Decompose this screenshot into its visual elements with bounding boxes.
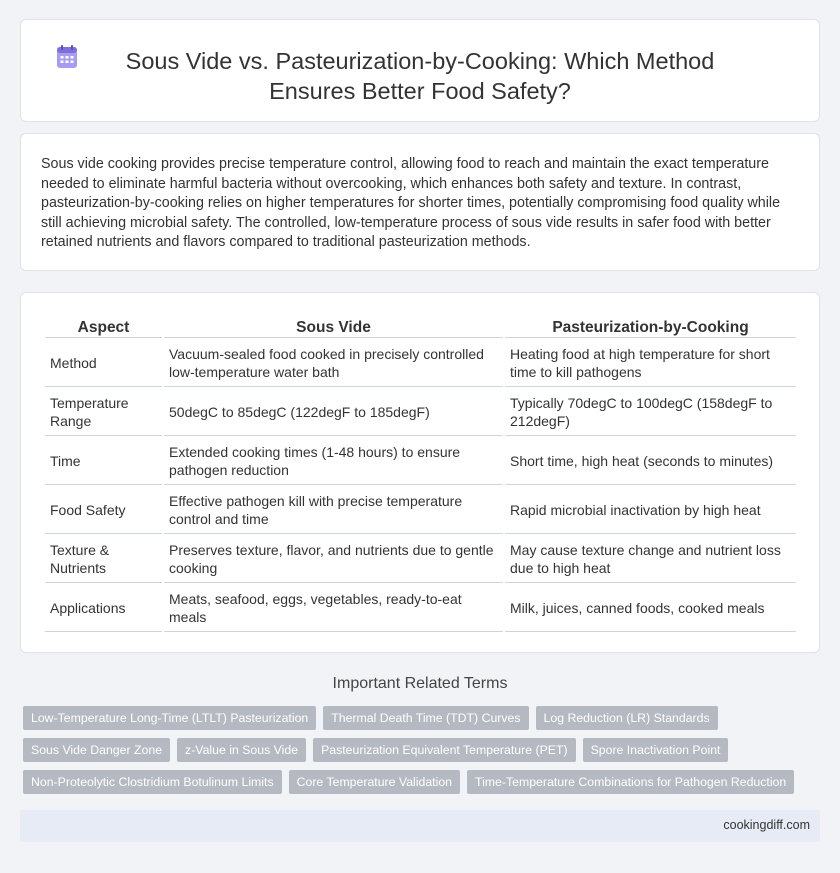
related-term-tag[interactable]: z-Value in Sous Vide [177, 738, 306, 762]
related-term-tag[interactable]: Spore Inactivation Point [583, 738, 729, 762]
cell-aspect: Time [45, 438, 162, 485]
cell-pasteurization: Heating food at high temperature for short time to kill pathogens [505, 340, 796, 387]
footer [20, 810, 820, 842]
cell-sous-vide: Vacuum-sealed food cooked in precisely controlled low-temperature water bath [164, 340, 503, 387]
cell-aspect: Food Safety [45, 487, 162, 534]
cell-aspect: Method [45, 340, 162, 387]
cell-aspect: Texture & Nutrients [45, 536, 162, 583]
related-term-tag[interactable]: Non-Proteolytic Clostridium Botulinum Limits [23, 770, 282, 794]
table-header-row [45, 319, 796, 338]
comparison-table [43, 317, 798, 634]
cell-sous-vide: 50degC to 85degC (122degF to 185degF) [164, 389, 503, 436]
header-sous-vide: Sous Vide [164, 319, 503, 338]
cell-pasteurization: Short time, high heat (seconds to minutes) [505, 438, 796, 485]
table-row [45, 438, 796, 485]
table-row [45, 340, 796, 387]
related-term-tag[interactable]: Core Temperature Validation [289, 770, 460, 794]
related-term-tag[interactable]: Log Reduction (LR) Standards [536, 706, 718, 730]
cell-sous-vide: Preserves texture, flavor, and nutrients due to gentle cooking [164, 536, 503, 583]
related-term-tag[interactable]: Low-Temperature Long-Time (LTLT) Pasteurization [23, 706, 316, 730]
cell-pasteurization: Typically 70degC to 100degC (158degF to 212degF) [505, 389, 796, 436]
cell-sous-vide: Extended cooking times (1-48 hours) to ensure pathogen reduction [164, 438, 503, 485]
related-term-tag[interactable]: Time-Temperature Combinations for Pathogen Reduction [467, 770, 794, 794]
cell-aspect: Applications [45, 585, 162, 632]
title-card [20, 19, 820, 122]
header-aspect: Aspect [45, 319, 162, 338]
comparison-card [20, 292, 820, 653]
header-pasteurization: Pasteurization-by-Cooking [505, 319, 796, 338]
related-term-tag[interactable]: Sous Vide Danger Zone [23, 738, 170, 762]
related-terms-title: Important Related Terms [332, 675, 508, 692]
cell-pasteurization: Milk, juices, canned foods, cooked meals [505, 585, 796, 632]
cell-aspect: Temperature Range [45, 389, 162, 436]
table-row [45, 585, 796, 632]
intro-paragraph: Sous vide cooking provides precise temperature control, allowing food to reach and maintain the exact temperature needed to eliminate harmful bacteria without overcooking, which enhances both safety and texture. In contrast, pasteurization-by-cooking relies on higher temperatures for shorter times, potentially compromising food quality while still achieving microbial safety. The controlled, low-temperature process of sous vide results in safer food with better retained nutrients and flavors compared to traditional pasteurization methods. [41, 156, 781, 250]
related-term-tag[interactable]: Pasteurization Equivalent Temperature (PET) [313, 738, 576, 762]
related-term-tag[interactable]: Thermal Death Time (TDT) Curves [323, 706, 528, 730]
cell-pasteurization: May cause texture change and nutrient loss due to high heat [505, 536, 796, 583]
cell-pasteurization: Rapid microbial inactivation by high heat [505, 487, 796, 534]
intro-card [20, 133, 820, 271]
cell-sous-vide: Effective pathogen kill with precise temperature control and time [164, 487, 503, 534]
table-row [45, 487, 796, 534]
related-terms-list [23, 706, 813, 794]
cell-sous-vide: Meats, seafood, eggs, vegetables, ready-to-eat meals [164, 585, 503, 632]
table-row [45, 536, 796, 583]
page-title: Sous Vide vs. Pasteurization-by-Cooking: Which Method Ensures Better Food Safety? [125, 48, 715, 104]
footer-site-link[interactable]: cookingdiff.com [723, 818, 810, 832]
table-row [45, 389, 796, 436]
